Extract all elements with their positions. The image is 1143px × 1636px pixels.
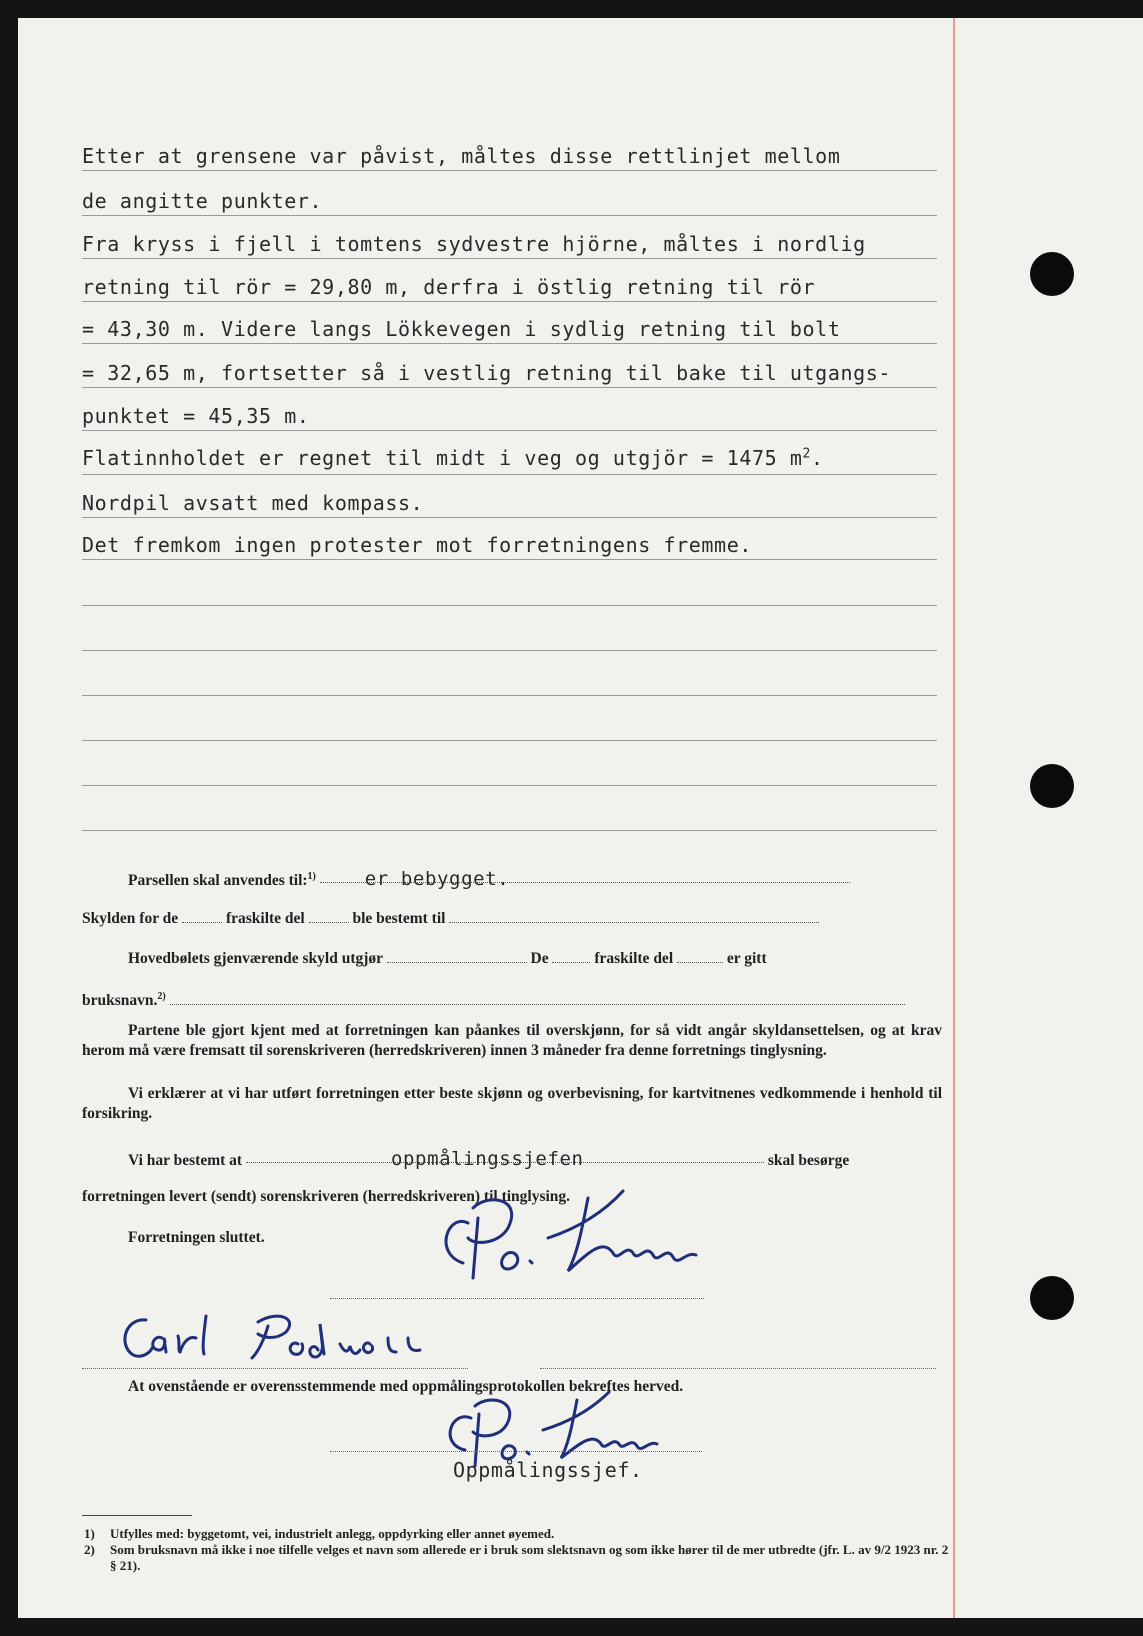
typed-line: Nordpil avsatt med kompass. [82, 491, 424, 515]
footnote [84, 1542, 955, 1574]
ruled-line [82, 830, 937, 831]
typed-line-area [82, 446, 952, 470]
erklaerer-paragraph: Vi erklærer at vi har utført forretningen etter beste skjønn og overbevisning, for kartvitnenes vedkommende i henhold til forsikring. [82, 1085, 942, 1122]
footnote-rule [82, 1515, 192, 1516]
parsell-ref: 1) [307, 870, 316, 882]
signature-line [82, 1368, 468, 1369]
signature-surveyor [438, 1183, 708, 1293]
typed-line: Det fremkom ingen protester mot forretningens fremme. [82, 533, 752, 557]
footnote [84, 1526, 955, 1542]
skylden-label: Skylden for de [82, 910, 179, 927]
parsell-value: er bebygget. [364, 868, 510, 890]
hovedbolet-field-3 [677, 948, 723, 963]
signature-witness [118, 1308, 458, 1368]
skylden-field-2 [309, 908, 349, 923]
typed-line: Fra kryss i fjell i tomtens sydvestre hjörne, måltes i nordlig [82, 232, 866, 256]
hovedbolet-fraskilte: fraskilte del [594, 950, 674, 967]
bestemt-value: oppmålingssjefen [390, 1148, 584, 1170]
bekreftes-line: At ovenstående er overensstemmende med oppmålingsprotokollen bekreftes herved. [128, 1378, 684, 1395]
typed-line: Etter at grensene var påvist, måltes disse rettlinjet mellom [82, 144, 841, 168]
ruled-line [82, 695, 937, 696]
ruled-line [82, 430, 937, 431]
margin-line [953, 18, 955, 1618]
footnote-text: Som bruksnavn må ikke i noe tilfelle velges et navn som allerede er i bruk som slektsnavn og som ikke hører til de mer utbredte (jfr. L. av 9/2 1923 nr. 2 § 21). [110, 1542, 949, 1573]
signature-line [330, 1451, 702, 1452]
typed-line: = 43,30 m. Videre langs Lökkevegen i sydlig retning til bolt [82, 317, 841, 341]
skylden-mid: fraskilte del [225, 910, 305, 927]
bruksnavn-row [82, 990, 905, 1010]
title-label: Oppmålingssjef. [453, 1458, 643, 1482]
parsell-label: Parsellen skal anvendes til: [128, 872, 308, 889]
bruksnavn-ref: 2) [157, 990, 166, 1002]
hovedbolet-de: De [530, 950, 549, 967]
ruled-line [82, 343, 937, 344]
footnote-text: Utfylles med: byggetomt, vei, industrielt anlegg, oppdyrking eller annet øyemed. [110, 1526, 555, 1541]
area-superscript: 2 [802, 446, 811, 462]
ruled-line [82, 258, 937, 259]
skylden-row [82, 908, 819, 928]
hovedbolet-field-2 [552, 948, 590, 963]
punch-hole [1030, 764, 1074, 808]
parsell-field [320, 868, 850, 890]
signature-line [540, 1368, 936, 1369]
area-text: Flatinnholdet er regnet til midt i veg og utgjör = 1475 m [82, 446, 803, 470]
parsell-row [128, 868, 850, 890]
bruksnavn-label: bruksnavn. [82, 992, 158, 1009]
skylden-field-1 [182, 908, 222, 923]
footnote-number: 2) [84, 1542, 95, 1557]
partene-paragraph: Partene ble gjort kjent med at forretningen kan påankes til overskjønn, for så vidt angår skyldansettelsen, og at krav herom må være fremsatt til sorenskriveren (herredskriveren) innen 3 måneder fra denne forretnings tinglysning. [82, 1022, 942, 1059]
hovedbolet-field-1 [387, 948, 527, 963]
bestemt-end: skal besørge [767, 1152, 850, 1169]
typed-line: = 32,65 m, fortsetter så i vestlig retning til bake til utgangs- [82, 361, 892, 385]
typed-line: retning til rör = 29,80 m, derfra i östlig retning til rör [82, 275, 816, 299]
ruled-line [82, 215, 937, 216]
levert-line: forretningen levert (sendt) sorenskriveren (herredskriveren) til tinglysing. [82, 1188, 571, 1205]
sluttet-line: Forretningen sluttet. [128, 1229, 265, 1246]
ruled-line [82, 785, 937, 786]
ruled-line [82, 605, 937, 606]
ruled-line [82, 740, 937, 741]
footnote-number: 1) [84, 1526, 95, 1541]
hovedbolet-row [128, 948, 767, 968]
ruled-line [82, 474, 937, 475]
signature-line [330, 1298, 704, 1299]
punch-hole [1030, 252, 1074, 296]
ruled-line [82, 559, 937, 560]
punch-hole [1030, 1276, 1074, 1320]
hovedbolet-label: Hovedbølets gjenværende skyld utgjør [128, 950, 383, 967]
ruled-line [82, 387, 937, 388]
typed-line: de angitte punkter. [82, 189, 323, 213]
ruled-line [82, 517, 937, 518]
document-page [18, 18, 1143, 1618]
area-suffix: . [810, 446, 824, 470]
bestemt-field [246, 1148, 764, 1170]
typed-line: punktet = 45,35 m. [82, 404, 310, 428]
bruksnavn-field [170, 990, 905, 1005]
bestemt-label: Vi har bestemt at [128, 1152, 243, 1169]
skylden-field-3 [449, 908, 819, 923]
ruled-line [82, 650, 937, 651]
skylden-end: ble bestemt til [352, 910, 446, 927]
hovedbolet-end: er gitt [726, 950, 767, 967]
ruled-line [82, 301, 937, 302]
bestemt-row [128, 1148, 849, 1170]
ruled-line [82, 170, 937, 171]
